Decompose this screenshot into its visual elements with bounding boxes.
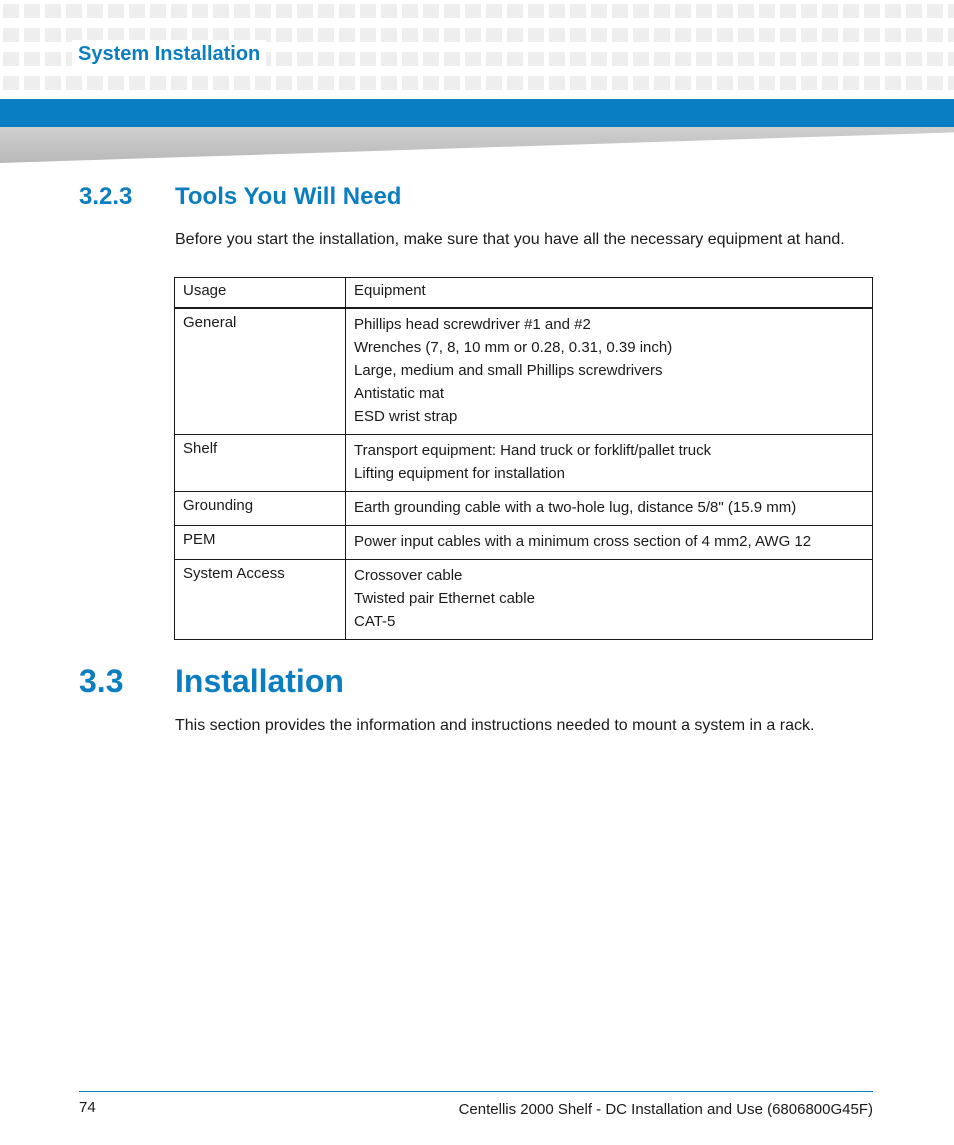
subsection-number: 3.2.3 — [79, 183, 133, 210]
equipment-item: Transport equipment: Hand truck or forklift/pallet truck — [354, 442, 712, 459]
equipment-cell — [346, 435, 873, 492]
equipment-cell — [346, 308, 873, 435]
running-header-title: System Installation — [72, 40, 266, 68]
usage-cell: Grounding — [175, 492, 346, 526]
equipment-item: Phillips head screwdriver #1 and #2 — [354, 316, 591, 333]
equipment-cell — [346, 560, 873, 640]
equipment-item: Lifting equipment for installation — [354, 465, 565, 482]
equipment-item: Antistatic mat — [354, 385, 445, 402]
equipment-item: Power input cables with a minimum cross section of 4 mm2, AWG 12 — [354, 533, 812, 550]
table-header-row — [175, 278, 873, 309]
subsection-title: Tools You Will Need — [175, 183, 402, 210]
table-row — [175, 308, 873, 435]
usage-cell: Shelf — [175, 435, 346, 492]
equipment-item: Large, medium and small Phillips screwdrivers — [354, 362, 663, 379]
equipment-table — [174, 277, 873, 640]
page-number: 74 — [79, 1099, 96, 1116]
usage-cell: System Access — [175, 560, 346, 640]
table-row — [175, 435, 873, 492]
column-header-equipment: Equipment — [346, 278, 873, 309]
equipment-item: Crossover cable — [354, 567, 463, 584]
usage-cell: PEM — [175, 526, 346, 560]
section-title: Installation — [175, 663, 344, 699]
subsection-intro: Before you start the installation, make sure that you have all the necessary equipment at hand. — [175, 231, 845, 248]
equipment-item: Earth grounding cable with a two-hole lug, distance 5/8" (15.9 mm) — [354, 499, 797, 516]
table-row — [175, 492, 873, 526]
section-number: 3.3 — [79, 663, 124, 699]
equipment-cell — [346, 492, 873, 526]
equipment-item: CAT-5 — [354, 613, 396, 630]
footer-document-title: Centellis 2000 Shelf - DC Installation and Use (6806800G45F) — [458, 1101, 873, 1118]
equipment-item: Wrenches (7, 8, 10 mm or 0.28, 0.31, 0.39 inch) — [354, 339, 673, 356]
header-grey-wedge — [0, 127, 954, 163]
equipment-item: ESD wrist strap — [354, 408, 458, 425]
footer-rule — [79, 1091, 873, 1092]
section-intro: This section provides the information and instructions needed to mount a system in a rack. — [175, 717, 815, 734]
table-row — [175, 526, 873, 560]
usage-cell: General — [175, 308, 346, 435]
column-header-usage: Usage — [175, 278, 346, 309]
equipment-cell — [346, 526, 873, 560]
header-blue-bar — [0, 99, 954, 127]
table-row — [175, 560, 873, 640]
equipment-item: Twisted pair Ethernet cable — [354, 590, 535, 607]
